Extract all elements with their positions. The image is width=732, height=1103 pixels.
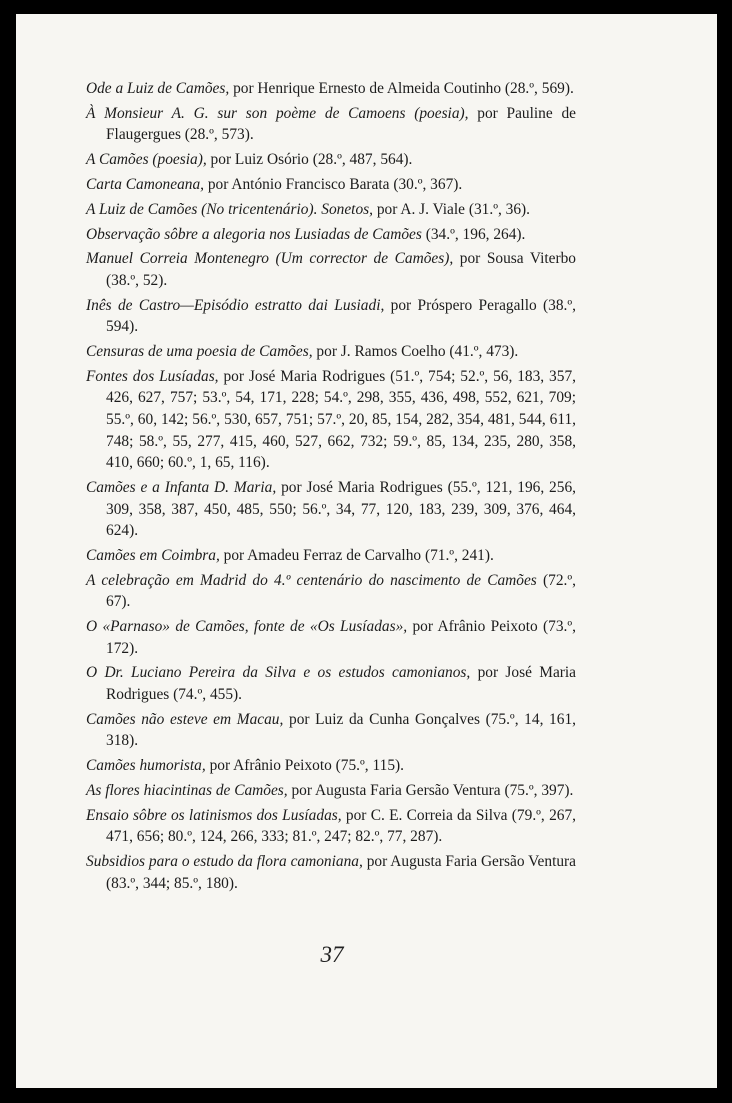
bibliography-entry <box>86 662 576 705</box>
entry-details: (72.º, 67). <box>106 571 577 611</box>
bibliography-entry <box>86 78 576 100</box>
entry-title: Observação sôbre a alegoria nos Lusiadas de Camões <box>86 225 422 243</box>
document-page <box>16 14 717 1088</box>
bibliography-entry <box>86 755 576 777</box>
bibliography-entry <box>86 103 576 146</box>
bibliography-entry <box>86 366 576 474</box>
entry-details: por José Maria Rodrigues (74.º, 455). <box>106 664 577 704</box>
entry-title: Camões humorista, <box>86 757 206 775</box>
entry-title: Fontes dos Lusíadas, <box>86 367 219 385</box>
entry-details: por Luiz da Cunha Gonçalves (75.º, 14, 161, 318). <box>106 710 576 750</box>
bibliography-entry <box>86 224 576 246</box>
entry-details: por António Francisco Barata (30.º, 367). <box>204 175 463 193</box>
bibliography-entry <box>86 545 576 567</box>
entry-details: por A. J. Viale (31.º, 36). <box>373 200 531 218</box>
entry-details: por C. E. Correia da Silva (79.º, 267, 471, 656; 80.º, 124, 266, 333; 81.º, 247; 82.º, 77, 287). <box>106 806 576 846</box>
bibliography-entry <box>86 570 576 613</box>
entry-title: As flores hiacintinas de Camões, <box>86 782 288 799</box>
entry-details: por J. Ramos Coelho (41.º, 473). <box>312 343 519 361</box>
entry-details: por Afrânio Peixoto (75.º, 115). <box>205 757 404 775</box>
entry-title: Ensaio sôbre os latinismos dos Lusíadas, <box>86 806 342 824</box>
entry-title: A Camões (poesia), <box>86 151 207 169</box>
entry-details: por Henrique Ernesto de Almeida Coutinho (28.º, 569). <box>229 80 574 97</box>
entry-title: Subsidios para o estudo da flora camoniana, <box>86 853 363 871</box>
entry-title: O Dr. Luciano Pereira da Silva e os estudos camonianos, <box>86 664 471 682</box>
entry-details: por Próspero Peragallo (38.º, 594). <box>106 296 576 336</box>
entry-title: A Luiz de Camões (No tricentenário). Sonetos, <box>86 200 373 218</box>
entry-details: por Afrânio Peixoto (73.º, 172). <box>106 618 576 657</box>
entry-title: Camões em Coimbra, <box>86 546 220 564</box>
entry-title: Carta Camoneana, <box>86 175 204 193</box>
bibliography-entry <box>86 616 576 659</box>
bibliography-entry <box>86 199 576 221</box>
entry-title: O «Parnaso» de Camões, fonte de «Os Lusíadas», <box>86 618 408 636</box>
entry-title: Camões e a Infanta D. Maria, <box>86 478 277 496</box>
entry-details: por Augusta Faria Gersão Ventura (83.º, 344; 85.º, 180). <box>106 853 576 892</box>
entry-title: À Monsieur A. G. sur son poème de Camoens (poesia), <box>86 104 469 122</box>
bibliography-entry <box>86 805 576 848</box>
entry-title: Camões não esteve em Macau, <box>86 710 284 728</box>
entry-title: Manuel Correia Montenegro (Um corrector de Camões), <box>86 250 454 268</box>
entry-title: Inês de Castro—Episódio estratto dai Lusiadi, <box>86 296 385 314</box>
bibliography-entry <box>86 477 576 542</box>
bibliography-entry <box>86 149 576 171</box>
entry-details: por José Maria Rodrigues (51.º, 754; 52.º, 56, 183, 357, 426, 627, 757; 53.º, 54, 171, 228; 54.º, 298, 355, 436, 498, 552, 621, 709; 55.º, 60, 142; 56.º, 530, 657, 751; 57.º, 20, 85, 154, 282, 354, 481, 544, 611, 748; 58.º, 55, 277, 415, 460, 527, 662, 732; 59.º, 85, 134, 235, 280, 358, 410, 660; 60.º, 1, 65, 116). <box>106 367 576 472</box>
entry-details: por Amadeu Ferraz de Carvalho (71.º, 241). <box>219 546 494 564</box>
entry-details: por Sousa Viterbo (38.º, 52). <box>106 250 576 289</box>
bibliography-entry <box>86 174 576 196</box>
page-number: 37 <box>320 942 344 967</box>
entry-title: A celebração em Madrid do 4.º centenário do nascimento de Camões <box>86 571 537 589</box>
bibliography-list <box>86 78 576 898</box>
entry-title: Censuras de uma poesia de Camões, <box>86 343 313 361</box>
bibliography-entry <box>86 295 576 338</box>
entry-details: (34.º, 196, 264). <box>421 225 526 243</box>
entry-details: por José Maria Rodrigues (55.º, 121, 196, 256, 309, 358, 387, 450, 485, 550; 56.º, 34, 77, 120, 183, 239, 309, 376, 464, 624). <box>106 478 576 540</box>
bibliography-entry <box>86 341 576 363</box>
bibliography-entry <box>86 851 576 894</box>
entry-details: por Luiz Osório (28.º, 487, 564). <box>206 151 413 169</box>
entry-title: Ode a Luiz de Camões, <box>86 80 230 97</box>
entry-details: por Augusta Faria Gersão Ventura (75.º, 397). <box>287 782 574 799</box>
entry-details: por Pauline de Flaugergues (28.º, 573). <box>106 104 576 144</box>
bibliography-entry <box>86 709 576 752</box>
bibliography-entry <box>86 780 576 802</box>
bibliography-entry <box>86 248 576 291</box>
